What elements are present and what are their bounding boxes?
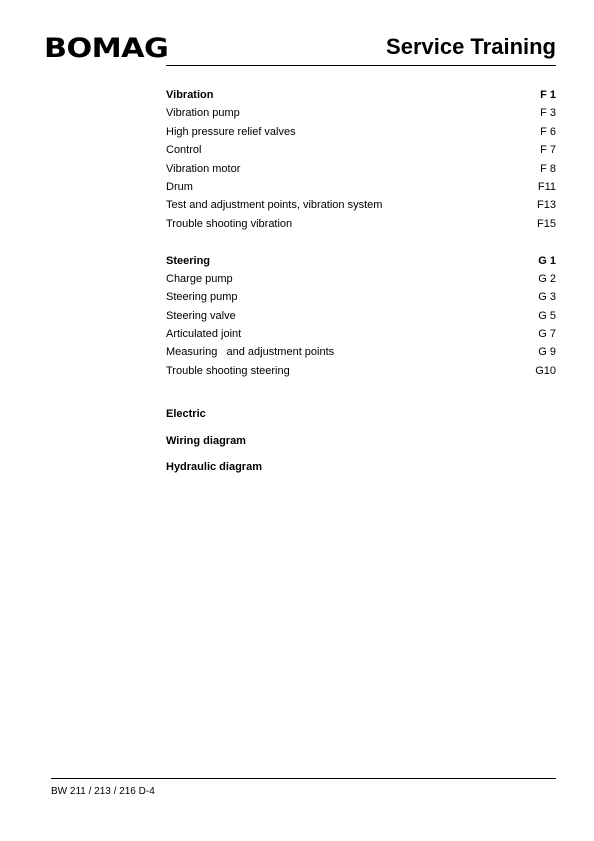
footer-model: BW 211 / 213 / 216 D-4 [51, 786, 155, 797]
toc-page-number: F11 [537, 180, 556, 193]
toc-entry[interactable] [166, 307, 556, 325]
toc-entry-label: Control [166, 144, 202, 157]
toc-page-number: F 7 [540, 144, 556, 157]
toc-entry-label: Steering pump [166, 291, 238, 304]
toc-page-number: G 5 [538, 309, 556, 322]
toc-entry[interactable] [166, 288, 556, 306]
toc-entry[interactable] [166, 270, 556, 288]
toc-page-number: F13 [537, 199, 556, 212]
toc-page-number: G 2 [538, 272, 556, 285]
toc-page-number: G10 [535, 364, 556, 377]
toc-entry[interactable] [166, 178, 556, 196]
section-spacer [166, 233, 556, 251]
toc-entry[interactable] [166, 141, 556, 159]
toc-entry-label: Charge pump [166, 272, 233, 285]
toc-entry[interactable] [166, 215, 556, 233]
toc-entry[interactable] [166, 343, 556, 361]
toc-entry-label: Measuring and adjustment points [166, 346, 335, 359]
toc-entry-label: Trouble shooting vibration [166, 217, 293, 230]
toc-page-number: G 3 [538, 291, 556, 304]
toc-entry[interactable] [166, 196, 556, 214]
toc-page-number: F 3 [540, 107, 556, 120]
toc-entry-label: Vibration motor [166, 162, 241, 175]
toc-page-number: F 8 [540, 162, 556, 175]
toc-entry-label: Vibration pump [166, 107, 240, 120]
toc-entry[interactable] [166, 362, 556, 380]
toc-entry-label: Trouble shooting steering [166, 364, 290, 377]
toc-page-number: G 7 [538, 328, 556, 341]
page-title: Service Training [386, 34, 556, 59]
toc-page-number: F 6 [540, 125, 556, 138]
toc-entry[interactable] [166, 123, 556, 141]
header-divider [166, 65, 556, 66]
toc-heading-hydraulic-diagram[interactable]: Hydraulic diagram [166, 461, 262, 473]
toc-entry-label: High pressure relief valves [166, 125, 296, 138]
toc-entry[interactable] [166, 325, 556, 343]
footer-divider [51, 778, 556, 779]
toc-heading-vibration[interactable] [166, 86, 556, 104]
toc-entry-label: Drum [166, 180, 193, 193]
toc-heading-electric[interactable]: Electric [166, 408, 206, 420]
toc-page-number: G 9 [538, 346, 556, 359]
toc-entry-label: Articulated joint [166, 328, 242, 341]
toc-entry-label: Test and adjustment points, vibration system [166, 199, 383, 212]
toc-heading-label: Steering [166, 254, 211, 267]
toc-heading-steering[interactable] [166, 252, 556, 270]
toc-page-number: G 1 [538, 254, 556, 267]
toc-entry[interactable] [166, 160, 556, 178]
toc-heading-label: Vibration [166, 89, 214, 101]
toc-page-number: F 1 [540, 89, 556, 101]
toc-entry-label: Steering valve [166, 309, 236, 322]
toc-page-number: F15 [537, 217, 556, 230]
bomag-logo: BOMAG [44, 33, 169, 64]
toc-heading-wiring-diagram[interactable]: Wiring diagram [166, 435, 246, 447]
table-of-contents [166, 86, 556, 380]
toc-entry[interactable] [166, 104, 556, 122]
